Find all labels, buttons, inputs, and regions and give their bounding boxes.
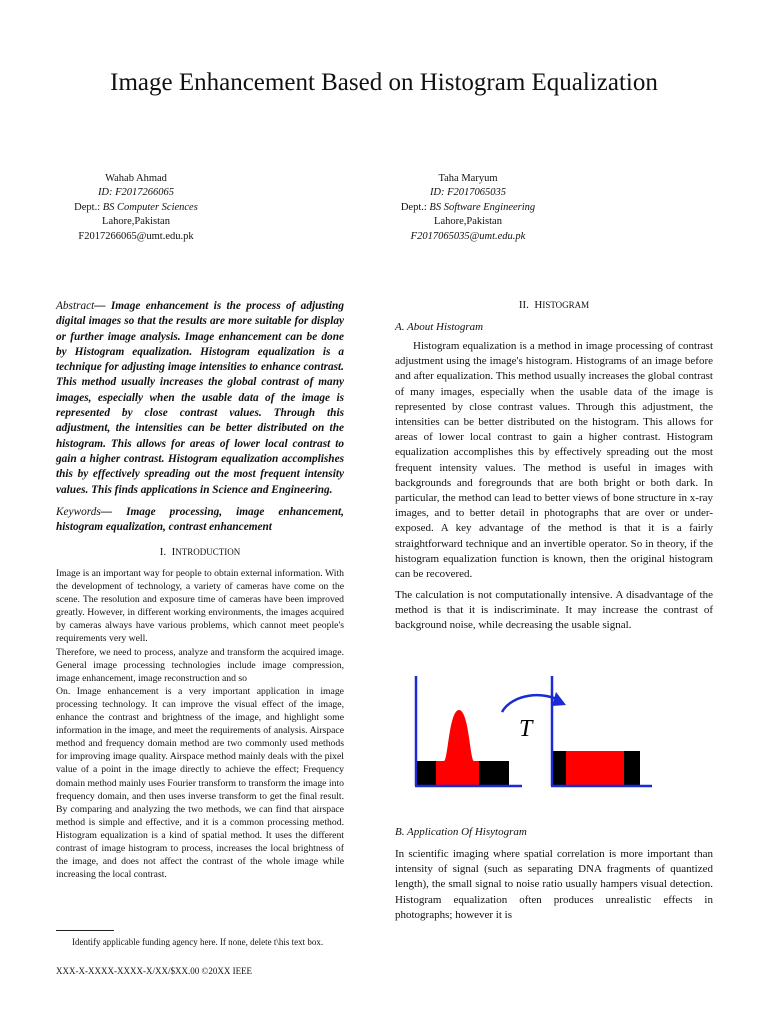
footnote: Identify applicable funding agency here. If none, delete t\his text box. bbox=[72, 937, 324, 947]
copyright: XXX-X-XXXX-XXXX-X/XX/$XX.00 ©20XX IEEE bbox=[56, 966, 253, 976]
arrow-head-icon bbox=[552, 692, 566, 706]
author-dept-value: BS Software Engineering bbox=[429, 201, 536, 213]
paragraph: Image is an important way for people to obtain external information. With the development of technology, a variety of cameras have come on the scene. The resolution and exposure time of cameras have been improved greatly. However, in different working environments, the images acquired by cameras always have various problems, which cannot meet people's requirements very well. bbox=[56, 568, 344, 645]
abstract bbox=[56, 299, 344, 498]
paragraph: The calculation is not computationally intensive. A disadvantage of the method is that it is indiscriminate. It may increase the contrast of background noise, while decreasing the usable signal. bbox=[395, 589, 713, 632]
left-dark-bar-left bbox=[416, 761, 436, 785]
footnote-rule bbox=[56, 930, 114, 931]
abstract-lead: Abstract bbox=[56, 300, 95, 312]
keywords bbox=[56, 505, 344, 536]
abstract-text: — Image enhancement is the process of adjusting digital images so that the results are more suitable for display or further image analysis. Image enhancement can be done by Histogram equalization. Histogram equalization is a technique for adjusting image intensities to enhance contrast. This method usually increases the global contrast of many images, especially when the usable data of the image is represented by close contrast values. Through this adjustment, the intensities can be better distributed on the histogram. This allows for areas of lower local contrast to gain a higher contrast. Histogram equalization accomplishes this by effectively spreading out the most frequent intensity values. This finds applications in Science and Engineering. bbox=[56, 300, 344, 496]
introduction-body bbox=[56, 567, 344, 881]
author-name: Taha Maryum bbox=[438, 173, 498, 184]
histogram-body-2 bbox=[395, 588, 713, 634]
right-dark-bar-left bbox=[552, 751, 566, 785]
histogram-equalization-figure bbox=[404, 670, 658, 800]
author-dept bbox=[36, 201, 236, 215]
keywords-text: — Image processing, image enhancement, histogram equalization, contrast enhancement bbox=[56, 506, 344, 534]
application-body bbox=[395, 847, 713, 923]
paragraph: On. Image enhancement is a very important application in image processing technology. It can improve the visual effect of the image, enhance the contrast and brightness of the image, and highlight some information in the image, and meet the requirements of analysis. Airspace method and frequency domain method are two commonly used methods for improving image quality. Airspace method mainly deals with the pixel value of a point in the image directly to achieve the effect; Frequency domain method mainly uses Fourier transform to transform the image into frequency domain, and then uses inverse transform to get the final result. By comparing and analyzing the two methods, we can find that airspace method is simple and effective, and it is a common processing method. Histogram equalization is a kind of spatial method. It uses the different contrast of image histogram to process, increases the local brightness of the image, and does not affect the contrast of the whole image while increasing the local contrast. bbox=[56, 685, 344, 881]
author-dept-prefix: Dept.: bbox=[74, 201, 103, 213]
section-heading-histogram bbox=[395, 299, 713, 311]
section-heading-introduction bbox=[56, 546, 344, 558]
right-red-block bbox=[566, 751, 624, 785]
section-heading-rest: NTRODUCTION bbox=[175, 547, 241, 557]
paragraph: Therefore, we need to process, analyze and transform the acquired image. General image processing technologies include image compression, image enhancement, image reconstruction and so bbox=[56, 646, 344, 684]
author-dept bbox=[368, 201, 568, 215]
paper-title: Image Enhancement Based on Histogram Equalization bbox=[110, 69, 658, 96]
paragraph: Histogram equalization is a method in image processing of contrast adjustment using the image's histogram. Histograms of an image before and after equalization. This method usually increases the global contrast of many images, especially when the usable data of the image is represented by close contrast values. Through this adjustment, the intensities can be better distributed on the histogram. This allows for areas of lower local contrast to gain a higher contrast. Histogram equalization accomplishes this by effectively spreading out the most frequent intensity values. The method is useful in images with backgrounds and foregrounds that are both bright or both dark. In particular, the method can lead to better views of bone structure in x-ray images, and to better detail in photographs that are over or under-exposed. A key advantage of the method is that it is a fairly straightforward technique and an invertible operator. So in theory, if the histogram equalization function is known, then the original histogram can be recovered. bbox=[395, 340, 713, 581]
right-dark-bar-right bbox=[624, 751, 640, 785]
section-heading-first: I bbox=[171, 546, 176, 558]
author-email: F2017065035@umt.edu.pk bbox=[410, 230, 526, 242]
author-block-2 bbox=[368, 172, 568, 244]
subsection-heading-application: B. Application Of Hisytogram bbox=[395, 826, 527, 838]
author-id: ID: F2017065035 bbox=[429, 187, 507, 199]
author-dept-prefix: Dept.: bbox=[400, 201, 430, 213]
section-heading-rest: ISTOGRAM bbox=[542, 300, 590, 310]
subsection-heading-about: A. About Histogram bbox=[395, 321, 484, 333]
left-dark-bar-right bbox=[479, 761, 509, 785]
section-number: II. bbox=[518, 299, 529, 311]
author-dept-value: BS Computer Sciences bbox=[102, 201, 198, 213]
histogram-body bbox=[395, 339, 713, 582]
author-id: ID: F2017266065 bbox=[97, 187, 175, 199]
keywords-lead: Keywords bbox=[56, 506, 101, 518]
author-city: Lahore,Pakistan bbox=[434, 216, 502, 228]
author-city: Lahore,Pakistan bbox=[102, 216, 170, 228]
author-email: F2017266065@umt.edu.pk bbox=[78, 230, 194, 242]
author-name: Wahab Ahmad bbox=[105, 173, 167, 184]
section-heading-first: H bbox=[534, 299, 543, 311]
section-number: I. bbox=[159, 546, 167, 558]
author-block-1 bbox=[36, 172, 236, 244]
transform-label: T bbox=[519, 716, 533, 742]
paragraph: In scientific imaging where spatial correlation is more important than intensity of signal (such as separating DNA fragments of quantized length), the small signal to noise ratio usually hampers visual detection. Histogram equalization often produces unrealistic effects in photographs; however it is bbox=[395, 848, 713, 921]
left-red-peak bbox=[436, 710, 479, 785]
